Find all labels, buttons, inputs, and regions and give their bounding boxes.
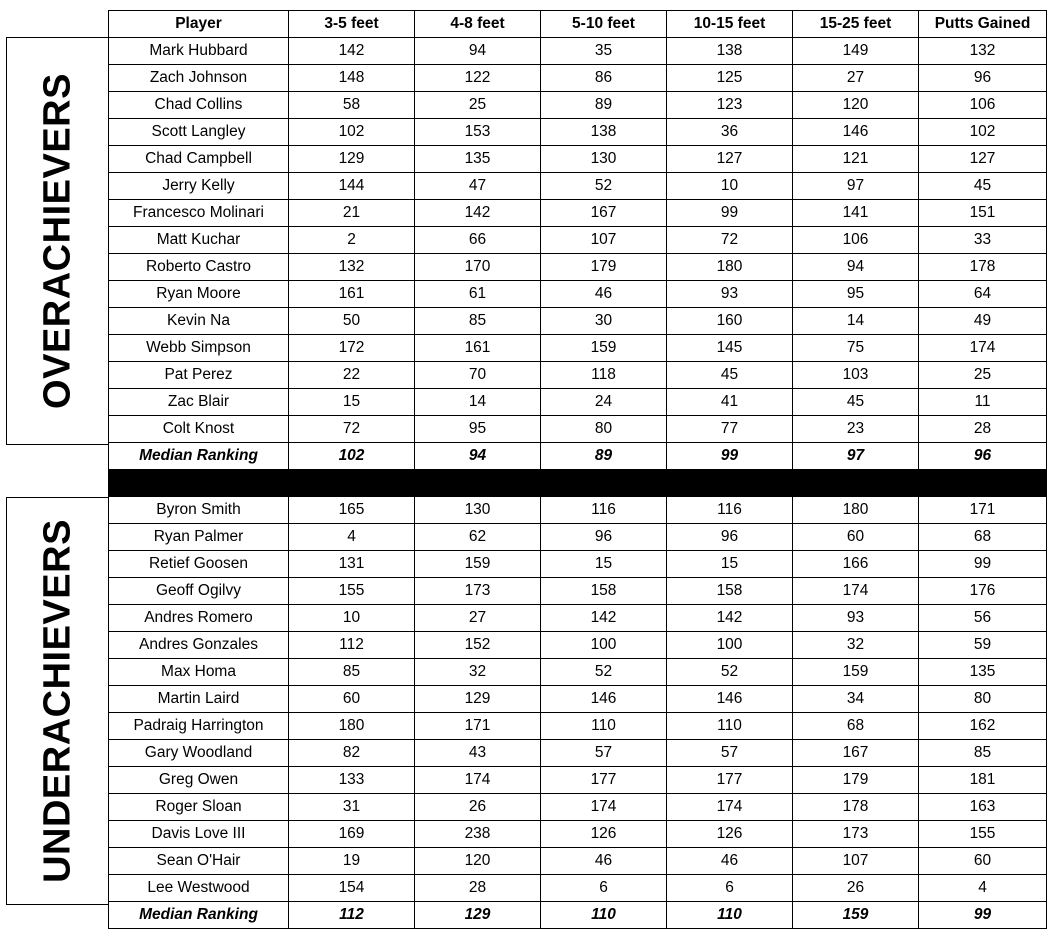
overachievers-group-box	[6, 37, 108, 445]
cell-player: Scott Langley	[109, 119, 289, 146]
cell-15-25-feet: 121	[793, 146, 919, 173]
group-separator-bar	[109, 470, 1047, 497]
cell-3-5-feet: 154	[289, 875, 415, 902]
cell-10-15-feet: 41	[667, 389, 793, 416]
cell-15-25-feet: 178	[793, 794, 919, 821]
cell-15-25-feet: 141	[793, 200, 919, 227]
median-cell-15-25-feet: 97	[793, 443, 919, 470]
cell-4-8-feet: 32	[415, 659, 541, 686]
cell-player: Davis Love III	[109, 821, 289, 848]
cell-5-10-feet: 142	[541, 605, 667, 632]
cell-3-5-feet: 50	[289, 308, 415, 335]
cell-player: Kevin Na	[109, 308, 289, 335]
table-row	[109, 524, 1047, 551]
cell-putts-gained: 106	[919, 92, 1047, 119]
cell-3-5-feet: 155	[289, 578, 415, 605]
cell-4-8-feet: 174	[415, 767, 541, 794]
cell-4-8-feet: 159	[415, 551, 541, 578]
cell-10-15-feet: 125	[667, 65, 793, 92]
cell-4-8-feet: 27	[415, 605, 541, 632]
table-row	[109, 254, 1047, 281]
cell-15-25-feet: 174	[793, 578, 919, 605]
cell-4-8-feet: 61	[415, 281, 541, 308]
rankings-table	[108, 10, 1047, 929]
table-row	[109, 605, 1047, 632]
cell-player: Webb Simpson	[109, 335, 289, 362]
cell-putts-gained: 181	[919, 767, 1047, 794]
cell-putts-gained: 171	[919, 497, 1047, 524]
cell-4-8-feet: 47	[415, 173, 541, 200]
cell-putts-gained: 60	[919, 848, 1047, 875]
cell-10-15-feet: 72	[667, 227, 793, 254]
header-putts-gained: Putts Gained	[919, 11, 1047, 38]
cell-15-25-feet: 166	[793, 551, 919, 578]
cell-4-8-feet: 170	[415, 254, 541, 281]
header-row	[109, 11, 1047, 38]
cell-10-15-feet: 127	[667, 146, 793, 173]
cell-3-5-feet: 10	[289, 605, 415, 632]
cell-putts-gained: 49	[919, 308, 1047, 335]
cell-player: Padraig Harrington	[109, 713, 289, 740]
cell-putts-gained: 102	[919, 119, 1047, 146]
cell-10-15-feet: 110	[667, 713, 793, 740]
cell-putts-gained: 33	[919, 227, 1047, 254]
cell-3-5-feet: 102	[289, 119, 415, 146]
cell-putts-gained: 176	[919, 578, 1047, 605]
cell-5-10-feet: 159	[541, 335, 667, 362]
cell-3-5-feet: 129	[289, 146, 415, 173]
cell-5-10-feet: 24	[541, 389, 667, 416]
cell-5-10-feet: 146	[541, 686, 667, 713]
cell-player: Pat Perez	[109, 362, 289, 389]
table-row	[109, 551, 1047, 578]
cell-4-8-feet: 152	[415, 632, 541, 659]
table-row	[109, 686, 1047, 713]
cell-5-10-feet: 167	[541, 200, 667, 227]
median-cell-3-5-feet: 112	[289, 902, 415, 929]
cell-15-25-feet: 60	[793, 524, 919, 551]
cell-putts-gained: 11	[919, 389, 1047, 416]
cell-10-15-feet: 45	[667, 362, 793, 389]
cell-4-8-feet: 238	[415, 821, 541, 848]
cell-player: Retief Goosen	[109, 551, 289, 578]
header-10-15-feet: 10-15 feet	[667, 11, 793, 38]
cell-player: Jerry Kelly	[109, 173, 289, 200]
table-row	[109, 875, 1047, 902]
cell-5-10-feet: 52	[541, 173, 667, 200]
median-cell-player: Median Ranking	[109, 902, 289, 929]
median-cell-15-25-feet: 159	[793, 902, 919, 929]
cell-4-8-feet: 66	[415, 227, 541, 254]
cell-putts-gained: 135	[919, 659, 1047, 686]
table-row	[109, 335, 1047, 362]
cell-10-15-feet: 142	[667, 605, 793, 632]
cell-player: Ryan Moore	[109, 281, 289, 308]
median-row	[109, 443, 1047, 470]
cell-4-8-feet: 122	[415, 65, 541, 92]
table-row	[109, 362, 1047, 389]
cell-5-10-feet: 116	[541, 497, 667, 524]
cell-5-10-feet: 96	[541, 524, 667, 551]
table-row	[109, 416, 1047, 443]
cell-15-25-feet: 120	[793, 92, 919, 119]
cell-4-8-feet: 62	[415, 524, 541, 551]
table-row	[109, 767, 1047, 794]
median-cell-4-8-feet: 94	[415, 443, 541, 470]
header-3-5-feet: 3-5 feet	[289, 11, 415, 38]
cell-4-8-feet: 173	[415, 578, 541, 605]
cell-15-25-feet: 34	[793, 686, 919, 713]
table-row	[109, 200, 1047, 227]
cell-5-10-feet: 110	[541, 713, 667, 740]
cell-5-10-feet: 57	[541, 740, 667, 767]
cell-5-10-feet: 86	[541, 65, 667, 92]
cell-4-8-feet: 94	[415, 38, 541, 65]
cell-10-15-feet: 93	[667, 281, 793, 308]
cell-player: Chad Collins	[109, 92, 289, 119]
table-row	[109, 173, 1047, 200]
cell-10-15-feet: 160	[667, 308, 793, 335]
table-row	[109, 119, 1047, 146]
cell-3-5-feet: 148	[289, 65, 415, 92]
cell-15-25-feet: 103	[793, 362, 919, 389]
cell-15-25-feet: 27	[793, 65, 919, 92]
cell-4-8-feet: 70	[415, 362, 541, 389]
median-row	[109, 902, 1047, 929]
cell-5-10-feet: 107	[541, 227, 667, 254]
cell-putts-gained: 45	[919, 173, 1047, 200]
cell-4-8-feet: 161	[415, 335, 541, 362]
cell-putts-gained: 28	[919, 416, 1047, 443]
cell-player: Chad Campbell	[109, 146, 289, 173]
table-row	[109, 146, 1047, 173]
cell-15-25-feet: 180	[793, 497, 919, 524]
cell-player: Roger Sloan	[109, 794, 289, 821]
table-row	[109, 497, 1047, 524]
cell-3-5-feet: 60	[289, 686, 415, 713]
cell-4-8-feet: 130	[415, 497, 541, 524]
table-row	[109, 794, 1047, 821]
cell-10-15-feet: 36	[667, 119, 793, 146]
cell-5-10-feet: 138	[541, 119, 667, 146]
cell-15-25-feet: 149	[793, 38, 919, 65]
underachievers-label: UNDERACHIEVERS	[36, 519, 78, 883]
cell-putts-gained: 96	[919, 65, 1047, 92]
table-row	[109, 578, 1047, 605]
cell-10-15-feet: 96	[667, 524, 793, 551]
cell-4-8-feet: 43	[415, 740, 541, 767]
cell-5-10-feet: 52	[541, 659, 667, 686]
cell-15-25-feet: 93	[793, 605, 919, 632]
median-cell-5-10-feet: 89	[541, 443, 667, 470]
cell-5-10-feet: 46	[541, 848, 667, 875]
cell-15-25-feet: 45	[793, 389, 919, 416]
cell-5-10-feet: 30	[541, 308, 667, 335]
cell-player: Andres Romero	[109, 605, 289, 632]
median-cell-3-5-feet: 102	[289, 443, 415, 470]
separator-cell	[109, 470, 1047, 497]
cell-player: Zach Johnson	[109, 65, 289, 92]
cell-10-15-feet: 77	[667, 416, 793, 443]
median-cell-putts-gained: 96	[919, 443, 1047, 470]
underachievers-group-box	[6, 497, 108, 905]
cell-player: Zac Blair	[109, 389, 289, 416]
cell-5-10-feet: 15	[541, 551, 667, 578]
cell-3-5-feet: 22	[289, 362, 415, 389]
cell-3-5-feet: 31	[289, 794, 415, 821]
cell-5-10-feet: 174	[541, 794, 667, 821]
cell-player: Matt Kuchar	[109, 227, 289, 254]
cell-5-10-feet: 89	[541, 92, 667, 119]
cell-15-25-feet: 159	[793, 659, 919, 686]
cell-10-15-feet: 126	[667, 821, 793, 848]
table-row	[109, 281, 1047, 308]
cell-3-5-feet: 169	[289, 821, 415, 848]
cell-player: Mark Hubbard	[109, 38, 289, 65]
cell-10-15-feet: 116	[667, 497, 793, 524]
cell-4-8-feet: 25	[415, 92, 541, 119]
cell-putts-gained: 99	[919, 551, 1047, 578]
cell-15-25-feet: 173	[793, 821, 919, 848]
cell-10-15-feet: 145	[667, 335, 793, 362]
table-row	[109, 38, 1047, 65]
cell-3-5-feet: 21	[289, 200, 415, 227]
cell-15-25-feet: 68	[793, 713, 919, 740]
cell-3-5-feet: 144	[289, 173, 415, 200]
cell-3-5-feet: 133	[289, 767, 415, 794]
cell-putts-gained: 59	[919, 632, 1047, 659]
cell-4-8-feet: 26	[415, 794, 541, 821]
cell-player: Geoff Ogilvy	[109, 578, 289, 605]
cell-10-15-feet: 174	[667, 794, 793, 821]
cell-10-15-feet: 177	[667, 767, 793, 794]
cell-10-15-feet: 100	[667, 632, 793, 659]
cell-4-8-feet: 171	[415, 713, 541, 740]
cell-4-8-feet: 153	[415, 119, 541, 146]
cell-10-15-feet: 57	[667, 740, 793, 767]
cell-5-10-feet: 35	[541, 38, 667, 65]
cell-player: Sean O'Hair	[109, 848, 289, 875]
median-cell-4-8-feet: 129	[415, 902, 541, 929]
cell-player: Martin Laird	[109, 686, 289, 713]
table-row	[109, 308, 1047, 335]
cell-3-5-feet: 72	[289, 416, 415, 443]
cell-10-15-feet: 138	[667, 38, 793, 65]
cell-putts-gained: 4	[919, 875, 1047, 902]
cell-putts-gained: 64	[919, 281, 1047, 308]
cell-putts-gained: 80	[919, 686, 1047, 713]
cell-15-25-feet: 146	[793, 119, 919, 146]
cell-player: Greg Owen	[109, 767, 289, 794]
header-4-8-feet: 4-8 feet	[415, 11, 541, 38]
cell-15-25-feet: 107	[793, 848, 919, 875]
cell-4-8-feet: 135	[415, 146, 541, 173]
cell-15-25-feet: 179	[793, 767, 919, 794]
median-cell-putts-gained: 99	[919, 902, 1047, 929]
table-row	[109, 713, 1047, 740]
cell-10-15-feet: 15	[667, 551, 793, 578]
cell-putts-gained: 162	[919, 713, 1047, 740]
cell-4-8-feet: 120	[415, 848, 541, 875]
cell-putts-gained: 85	[919, 740, 1047, 767]
cell-player: Lee Westwood	[109, 875, 289, 902]
cell-putts-gained: 25	[919, 362, 1047, 389]
cell-3-5-feet: 82	[289, 740, 415, 767]
cell-3-5-feet: 132	[289, 254, 415, 281]
cell-5-10-feet: 80	[541, 416, 667, 443]
median-cell-10-15-feet: 99	[667, 443, 793, 470]
header-5-10-feet: 5-10 feet	[541, 11, 667, 38]
cell-putts-gained: 163	[919, 794, 1047, 821]
cell-player: Roberto Castro	[109, 254, 289, 281]
overachievers-label: OVERACHIEVERS	[36, 73, 78, 409]
cell-3-5-feet: 131	[289, 551, 415, 578]
cell-5-10-feet: 179	[541, 254, 667, 281]
cell-putts-gained: 56	[919, 605, 1047, 632]
cell-player: Francesco Molinari	[109, 200, 289, 227]
median-cell-5-10-feet: 110	[541, 902, 667, 929]
cell-player: Byron Smith	[109, 497, 289, 524]
table-row	[109, 821, 1047, 848]
cell-15-25-feet: 14	[793, 308, 919, 335]
cell-3-5-feet: 2	[289, 227, 415, 254]
cell-putts-gained: 174	[919, 335, 1047, 362]
cell-putts-gained: 127	[919, 146, 1047, 173]
cell-4-8-feet: 142	[415, 200, 541, 227]
cell-3-5-feet: 142	[289, 38, 415, 65]
median-cell-player: Median Ranking	[109, 443, 289, 470]
cell-3-5-feet: 180	[289, 713, 415, 740]
cell-5-10-feet: 126	[541, 821, 667, 848]
header-player: Player	[109, 11, 289, 38]
cell-15-25-feet: 75	[793, 335, 919, 362]
cell-putts-gained: 151	[919, 200, 1047, 227]
table-row	[109, 227, 1047, 254]
cell-3-5-feet: 161	[289, 281, 415, 308]
cell-4-8-feet: 14	[415, 389, 541, 416]
cell-10-15-feet: 46	[667, 848, 793, 875]
header-15-25-feet: 15-25 feet	[793, 11, 919, 38]
table-row	[109, 659, 1047, 686]
cell-10-15-feet: 10	[667, 173, 793, 200]
cell-4-8-feet: 28	[415, 875, 541, 902]
cell-15-25-feet: 94	[793, 254, 919, 281]
cell-3-5-feet: 4	[289, 524, 415, 551]
table-row	[109, 65, 1047, 92]
cell-5-10-feet: 100	[541, 632, 667, 659]
cell-4-8-feet: 95	[415, 416, 541, 443]
rankings-table-wrapper	[108, 10, 1046, 929]
cell-10-15-feet: 99	[667, 200, 793, 227]
cell-15-25-feet: 97	[793, 173, 919, 200]
cell-3-5-feet: 165	[289, 497, 415, 524]
table-row	[109, 740, 1047, 767]
cell-10-15-feet: 146	[667, 686, 793, 713]
cell-putts-gained: 155	[919, 821, 1047, 848]
cell-5-10-feet: 118	[541, 362, 667, 389]
cell-5-10-feet: 177	[541, 767, 667, 794]
cell-player: Max Homa	[109, 659, 289, 686]
cell-3-5-feet: 172	[289, 335, 415, 362]
cell-15-25-feet: 23	[793, 416, 919, 443]
cell-5-10-feet: 6	[541, 875, 667, 902]
cell-5-10-feet: 46	[541, 281, 667, 308]
cell-putts-gained: 132	[919, 38, 1047, 65]
cell-4-8-feet: 85	[415, 308, 541, 335]
cell-15-25-feet: 32	[793, 632, 919, 659]
table-row	[109, 632, 1047, 659]
cell-10-15-feet: 180	[667, 254, 793, 281]
cell-5-10-feet: 130	[541, 146, 667, 173]
cell-putts-gained: 68	[919, 524, 1047, 551]
cell-15-25-feet: 26	[793, 875, 919, 902]
cell-10-15-feet: 158	[667, 578, 793, 605]
cell-10-15-feet: 123	[667, 92, 793, 119]
cell-3-5-feet: 58	[289, 92, 415, 119]
cell-putts-gained: 178	[919, 254, 1047, 281]
cell-3-5-feet: 15	[289, 389, 415, 416]
cell-3-5-feet: 112	[289, 632, 415, 659]
table-row	[109, 389, 1047, 416]
cell-player: Gary Woodland	[109, 740, 289, 767]
cell-4-8-feet: 129	[415, 686, 541, 713]
table-row	[109, 92, 1047, 119]
cell-3-5-feet: 19	[289, 848, 415, 875]
cell-player: Andres Gonzales	[109, 632, 289, 659]
cell-15-25-feet: 95	[793, 281, 919, 308]
table-row	[109, 848, 1047, 875]
cell-10-15-feet: 6	[667, 875, 793, 902]
cell-player: Ryan Palmer	[109, 524, 289, 551]
cell-15-25-feet: 167	[793, 740, 919, 767]
cell-player: Colt Knost	[109, 416, 289, 443]
cell-15-25-feet: 106	[793, 227, 919, 254]
cell-10-15-feet: 52	[667, 659, 793, 686]
cell-5-10-feet: 158	[541, 578, 667, 605]
median-cell-10-15-feet: 110	[667, 902, 793, 929]
cell-3-5-feet: 85	[289, 659, 415, 686]
